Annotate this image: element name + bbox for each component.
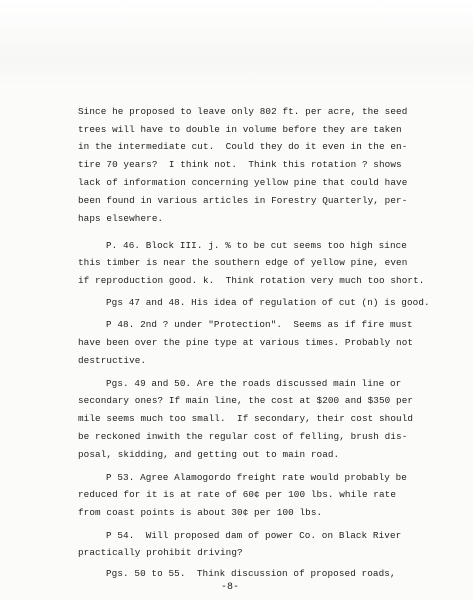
text-line: if reproduction good. k. Think rotation very much too short. xyxy=(78,275,425,286)
text-line: reduced for it is at rate of 60¢ per 100 lbs. while rate xyxy=(78,489,397,500)
text-line: P. 46. Block III. j. % to be cut seems too high since xyxy=(106,240,407,251)
text-line: from coast points is about 30¢ per 100 lbs. xyxy=(78,507,323,518)
text-line: tire 70 years? I think not. Think this rotation ? shows xyxy=(78,159,402,170)
paper-fold-shadow xyxy=(0,0,473,85)
text-line: Since he proposed to leave only 802 ft. per acre, the seed xyxy=(78,106,408,117)
text-line: mile seems much too small. If secondary, their cost should xyxy=(78,413,414,424)
text-line: Pgs. 50 to 55. Think discussion of proposed roads, xyxy=(106,568,396,579)
text-line: P 53. Agree Alamogordo freight rate would probably be xyxy=(106,472,407,483)
text-line: destructive. xyxy=(78,355,147,366)
text-line: have been over the pine type at various times. Probably not xyxy=(78,337,414,348)
text-line: P 54. Will proposed dam of power Co. on Black River xyxy=(106,530,402,541)
text-line: practically prohibit driving? xyxy=(78,547,243,558)
text-line: lack of information concerning yellow pine that could have xyxy=(78,177,408,188)
text-line: P 48. 2nd ? under "Protection". Seems as if fire must xyxy=(106,319,413,330)
text-line: be reckoned inwith the regular cost of felling, brush dis- xyxy=(78,431,408,442)
text-line: Pgs 47 and 48. His idea of regulation of cut (n) is good. xyxy=(106,297,430,308)
text-line: haps elsewhere. xyxy=(78,213,164,224)
text-line: posal, skidding, and getting out to main road. xyxy=(78,449,340,460)
page-number: -8- xyxy=(221,582,240,593)
text-line: Pgs. 49 and 50. Are the roads discussed main line or xyxy=(106,378,402,389)
text-line: secondary ones? If main line, the cost at $200 and $350 per xyxy=(78,395,414,406)
text-line: been found in various articles in Forestry Quarterly, per- xyxy=(78,195,408,206)
text-line: in the intermediate cut. Could they do it even in the en- xyxy=(78,141,408,152)
text-line: trees will have to double in volume before they are taken xyxy=(78,124,402,135)
text-line: this timber is near the southern edge of yellow pine, even xyxy=(78,257,408,268)
